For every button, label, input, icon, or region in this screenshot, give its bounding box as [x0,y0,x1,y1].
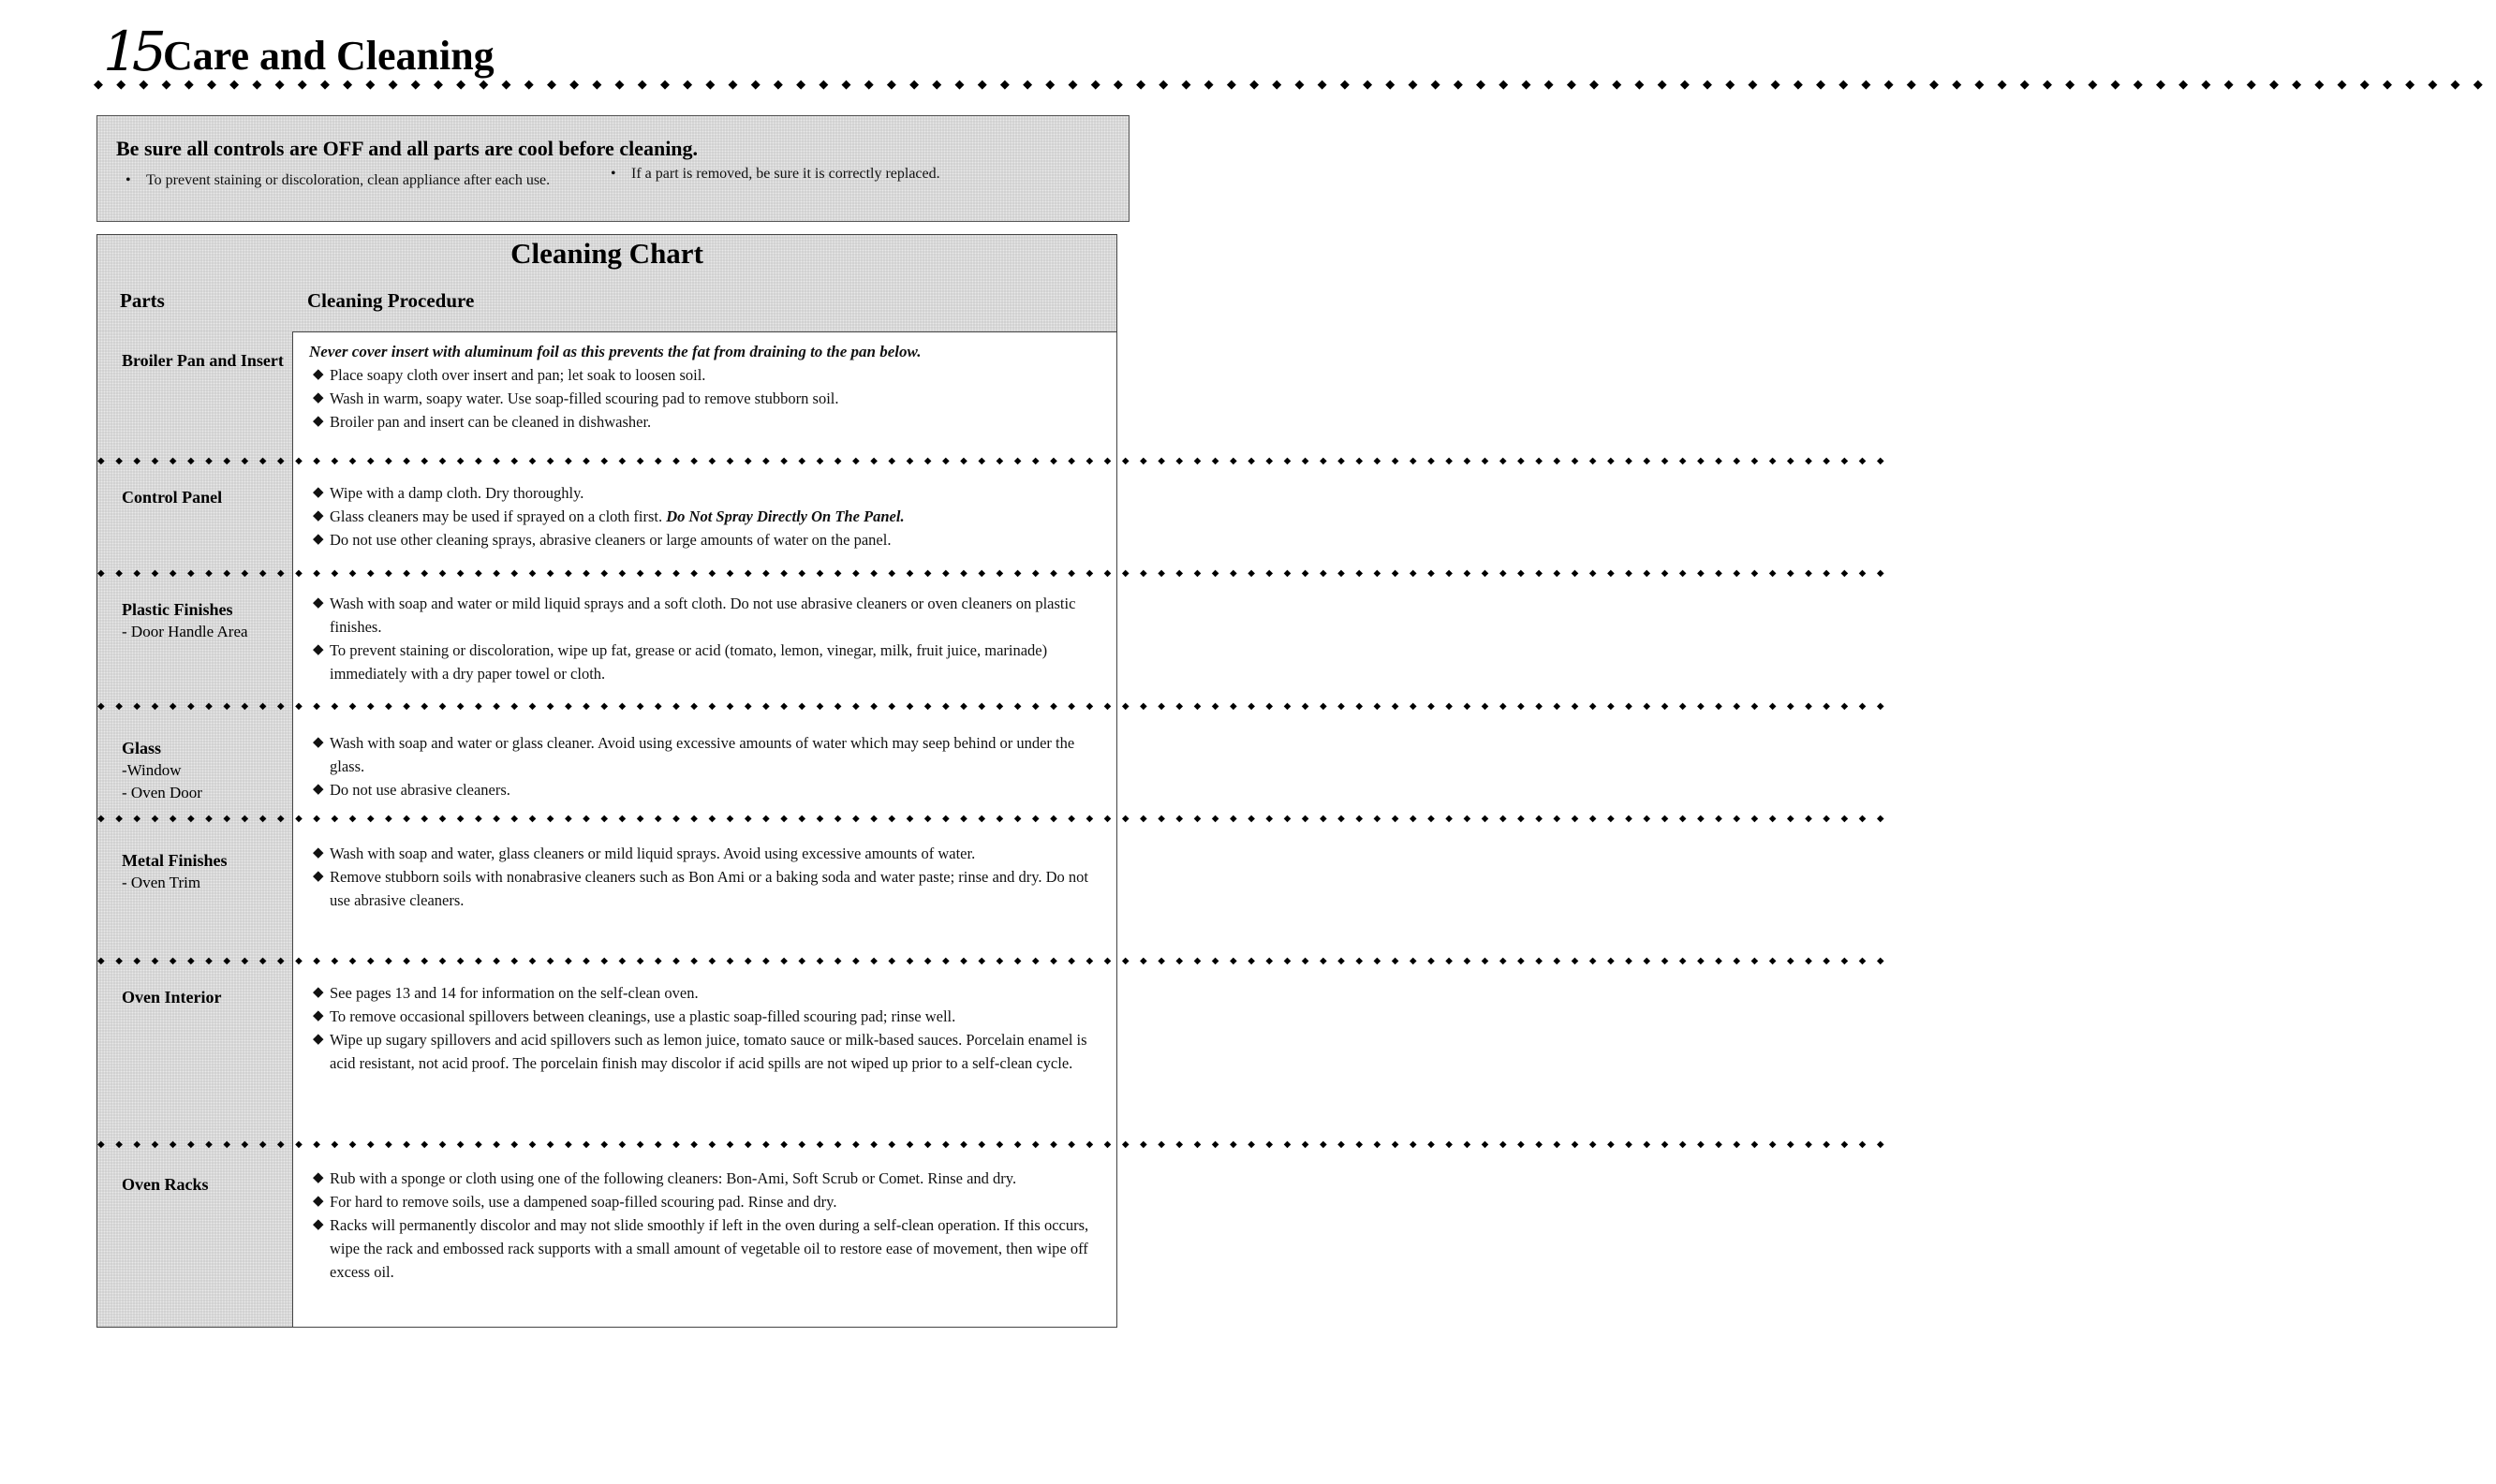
list-item: ◆ Wash with soap and water or glass cleaner. Avoid using excessive amounts of water which may seep behind or under the glass. [309,731,1105,778]
list-item: ◆ Do not use abrasive cleaners. [309,778,1105,801]
list-item: ◆ Broiler pan and insert can be cleaned in dishwasher. [309,410,1105,433]
part-oven-interior: Oven Interior [122,988,222,1006]
diamond-bullet-icon: ◆ [313,390,324,405]
procedure-metal-finishes [309,842,1105,912]
cleaning-chart [96,234,1896,1328]
row-separator: ◆◆◆◆◆◆◆◆◆◆◆◆◆◆◆◆◆◆◆◆◆◆◆◆◆◆◆◆◆◆◆◆◆◆◆◆◆◆◆◆◆◆◆◆◆◆◆◆◆◆◆◆◆◆◆◆◆◆◆◆◆◆◆◆◆◆◆◆◆◆◆◆◆◆◆◆◆◆◆◆◆◆◆◆◆◆◆◆◆◆◆◆◆◆◆◆◆◆◆◆ [97,814,1896,824]
list-item: ◆ To remove occasional spillovers between cleanings, use a plastic soap-filled scouring pad; rinse well. [309,1005,1105,1028]
bullet-icon: • [126,172,131,188]
row-separator: ◆◆◆◆◆◆◆◆◆◆◆◆◆◆◆◆◆◆◆◆◆◆◆◆◆◆◆◆◆◆◆◆◆◆◆◆◆◆◆◆◆◆◆◆◆◆◆◆◆◆◆◆◆◆◆◆◆◆◆◆◆◆◆◆◆◆◆◆◆◆◆◆◆◆◆◆◆◆◆◆◆◆◆◆◆◆◆◆◆◆◆◆◆◆◆◆◆◆◆◆ [97,456,1896,466]
row-separator: ◆◆◆◆◆◆◆◆◆◆◆◆◆◆◆◆◆◆◆◆◆◆◆◆◆◆◆◆◆◆◆◆◆◆◆◆◆◆◆◆◆◆◆◆◆◆◆◆◆◆◆◆◆◆◆◆◆◆◆◆◆◆◆◆◆◆◆◆◆◆◆◆◆◆◆◆◆◆◆◆◆◆◆◆◆◆◆◆◆◆◆◆◆◆◆◆◆◆◆◆ [97,1139,1896,1150]
chart-header [97,235,1116,332]
column-header-parts: Parts [120,289,165,312]
row-separator: ◆◆◆◆◆◆◆◆◆◆◆◆◆◆◆◆◆◆◆◆◆◆◆◆◆◆◆◆◆◆◆◆◆◆◆◆◆◆◆◆◆◆◆◆◆◆◆◆◆◆◆◆◆◆◆◆◆◆◆◆◆◆◆◆◆◆◆◆◆◆◆◆◆◆◆◆◆◆◆◆◆◆◆◆◆◆◆◆◆◆◆◆◆◆◆◆◆◆◆◆ [97,701,1896,712]
row-separator: ◆◆◆◆◆◆◆◆◆◆◆◆◆◆◆◆◆◆◆◆◆◆◆◆◆◆◆◆◆◆◆◆◆◆◆◆◆◆◆◆◆◆◆◆◆◆◆◆◆◆◆◆◆◆◆◆◆◆◆◆◆◆◆◆◆◆◆◆◆◆◆◆◆◆◆◆◆◆◆◆◆◆◆◆◆◆◆◆◆◆◆◆◆◆◆◆◆◆◆◆ [97,568,1896,579]
diamond-divider: ◆◆◆◆◆◆◆◆◆◆◆◆◆◆◆◆◆◆◆◆◆◆◆◆◆◆◆◆◆◆◆◆◆◆◆◆◆◆◆◆◆◆◆◆◆◆◆◆◆◆◆◆◆◆◆◆◆◆◆◆◆◆◆◆◆◆◆◆◆◆◆◆◆◆◆◆◆◆◆◆◆◆◆◆◆◆◆◆◆◆◆◆◆◆◆◆◆◆◆◆◆◆◆◆◆◆ [94,77,2496,91]
diamond-bullet-icon: ◆ [313,1194,324,1209]
part-plastic-finishes: Plastic Finishes - Door Handle Area [122,600,248,640]
page-number: 15 [103,20,161,83]
list-item: ◆ Wash in warm, soapy water. Use soap-filled scouring pad to remove stubborn soil. [309,387,1105,410]
column-header-procedure: Cleaning Procedure [307,289,475,312]
diamond-bullet-icon: ◆ [313,735,324,750]
list-item: ◆ Do not use other cleaning sprays, abrasive cleaners or large amounts of water on the panel. [309,528,1105,551]
procedure-control-panel [309,481,1105,551]
part-metal-finishes: Metal Finishes - Oven Trim [122,851,228,891]
list-item: ◆ Rub with a sponge or cloth using one of the following cleaners: Bon-Ami, Soft Scrub or Comet. Rinse and dry. [309,1167,1105,1190]
page-title: Care and Cleaning [163,33,495,79]
warning-item: • To prevent staining or discoloration, clean appliance after each use. [126,172,551,188]
diamond-bullet-icon: ◆ [313,532,324,547]
list-item: ◆ To prevent staining or discoloration, wipe up fat, grease or acid (tomato, lemon, vinegar, milk, fruit juice, marinade) immediately with a dry paper towel or cloth. [309,639,1105,685]
procedure-warning: Never cover insert with aluminum foil as this prevents the fat from draining to the pan below. [309,343,922,360]
procedure-emphasis: Do Not Spray Directly On The Panel. [666,507,905,525]
diamond-bullet-icon: ◆ [313,782,324,797]
list-item: ◆ Wash with soap and water, glass cleaners or mild liquid sprays. Avoid using excessive amounts of water. [309,842,1105,865]
warning-item: • If a part is removed, be sure it is correctly replaced. [611,166,940,182]
diamond-bullet-icon: ◆ [313,595,324,610]
diamond-bullet-icon: ◆ [313,1170,324,1185]
diamond-bullet-icon: ◆ [313,508,324,523]
procedure-broiler-pan [309,340,1105,433]
list-item: ◆ See pages 13 and 14 for information on the self-clean oven. [309,981,1105,1005]
part-glass: Glass -Window - Oven Door [122,739,202,801]
list-item: ◆ Wipe up sugary spillovers and acid spillovers such as lemon juice, tomato sauce or milk-based sauces. Porcelain enamel is acid resistant, not acid proof. The porcelain finish may discolor if acid spills are not wiped up prior to a self-clean cycle. [309,1028,1105,1075]
chart-title: Cleaning Chart [510,237,703,270]
diamond-bullet-icon: ◆ [313,414,324,429]
procedure-glass [309,731,1105,801]
list-item: ◆ For hard to remove soils, use a dampened soap-filled scouring pad. Rinse and dry. [309,1190,1105,1213]
procedure-oven-racks [309,1167,1105,1284]
diamond-bullet-icon: ◆ [313,1217,324,1232]
diamond-bullet-icon: ◆ [313,367,324,382]
diamond-bullet-icon: ◆ [313,1032,324,1047]
procedure-oven-interior [309,981,1105,1075]
warning-box [96,115,1130,222]
diamond-bullet-icon: ◆ [313,1008,324,1023]
diamond-bullet-icon: ◆ [313,869,324,884]
diamond-bullet-icon: ◆ [313,642,324,657]
part-oven-racks: Oven Racks [122,1175,209,1194]
row-separator: ◆◆◆◆◆◆◆◆◆◆◆◆◆◆◆◆◆◆◆◆◆◆◆◆◆◆◆◆◆◆◆◆◆◆◆◆◆◆◆◆◆◆◆◆◆◆◆◆◆◆◆◆◆◆◆◆◆◆◆◆◆◆◆◆◆◆◆◆◆◆◆◆◆◆◆◆◆◆◆◆◆◆◆◆◆◆◆◆◆◆◆◆◆◆◆◆◆◆◆◆ [97,956,1896,966]
warning-title: Be sure all controls are OFF and all parts are cool before cleaning. [116,137,699,160]
diamond-bullet-icon: ◆ [313,985,324,1000]
list-item: ◆ Remove stubborn soils with nonabrasive cleaners such as Bon Ami or a baking soda and water paste; rinse and dry. Do not use abrasive cleaners. [309,865,1105,912]
diamond-bullet-icon: ◆ [313,485,324,500]
diamond-bullet-icon: ◆ [313,845,324,860]
list-item: ◆ Place soapy cloth over insert and pan; let soak to loosen soil. [309,363,1105,387]
list-item: ◆ Wipe with a damp cloth. Dry thoroughly. [309,481,1105,505]
bullet-icon: • [611,166,616,182]
list-item: ◆ Racks will permanently discolor and may not slide smoothly if left in the oven during a self-clean operation. If this occurs, wipe the rack and embossed rack supports with a small amount of vegetable oil to restore ease of movement, then wipe off excess oil. [309,1213,1105,1284]
part-control-panel: Control Panel [122,488,223,507]
procedure-plastic-finishes [309,592,1105,685]
page-header [103,17,1133,82]
list-item: ◆ Glass cleaners may be used if sprayed on a cloth first. Do Not Spray Directly On The Panel. [309,505,1105,528]
part-broiler-pan: Broiler Pan and Insert [122,351,284,370]
list-item: ◆ Wash with soap and water or mild liquid sprays and a soft cloth. Do not use abrasive cleaners or oven cleaners on plastic finishes. [309,592,1105,639]
